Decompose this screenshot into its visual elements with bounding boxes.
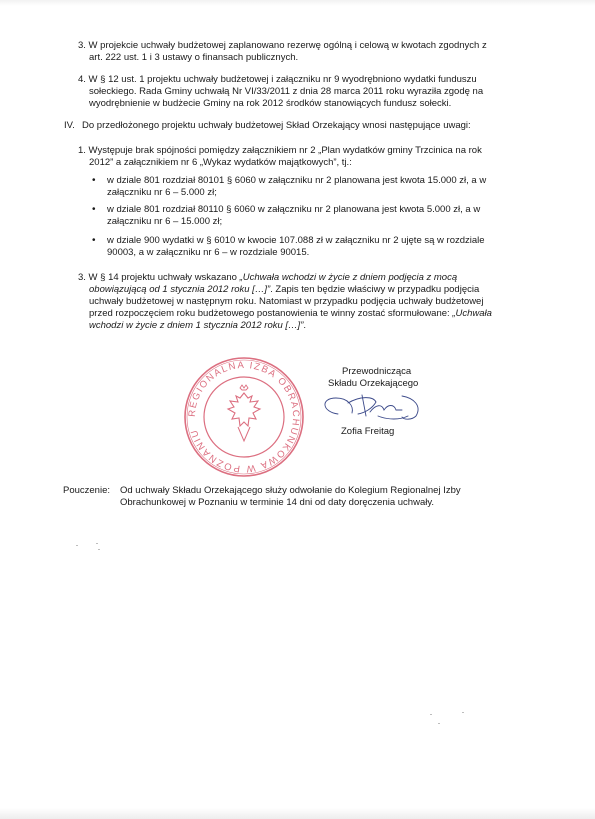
section-iv-numeral: IV. bbox=[64, 120, 75, 131]
remark-3-line-3: uchwały budżetowej w następnym roku. Natomiast w przypadku podjęcia uchwały budżetowej bbox=[89, 296, 484, 307]
scan-edge-top bbox=[0, 0, 595, 6]
official-stamp-icon bbox=[182, 355, 306, 479]
scan-speck bbox=[98, 549, 100, 550]
bullet-marker-3: • bbox=[92, 235, 96, 246]
remark-3-line-5-b: . bbox=[303, 320, 307, 331]
bullet-3-line-1: w dziale 900 wydatki w § 6010 w kwocie 107.088 zł w załączniku nr 2 ujęte są w rozdziale bbox=[107, 235, 485, 246]
remark-1-line-1: 1. Występuje brak spójności pomiędzy załącznikiem nr 2 „Plan wydatków gminy Trzcinica na rok bbox=[78, 145, 482, 156]
remark-3-line-1 bbox=[78, 272, 506, 284]
scan-speck bbox=[76, 545, 78, 546]
scan-speck bbox=[462, 712, 464, 713]
bullet-1-line-2: załączniku nr 6 – 5.000 zł; bbox=[107, 187, 217, 198]
bullet-marker-2: • bbox=[92, 204, 96, 215]
remark-3-line-2 bbox=[89, 284, 506, 296]
scan-speck bbox=[438, 723, 440, 724]
item-4-line-1: 4. W § 12 ust. 1 projektu uchwały budżetowej i załączniku nr 9 wyodrębniono wydatki funduszu bbox=[78, 74, 477, 85]
signatory-title-line-2: Składu Orzekającego bbox=[328, 378, 419, 389]
bullet-2-line-2: załączniku nr 6 – 15.000 zł; bbox=[107, 216, 223, 227]
bullet-marker-1: • bbox=[92, 175, 96, 186]
handwritten-signature-icon bbox=[318, 386, 428, 428]
pouczenie-line-1: Od uchwały Składu Orzekającego służy odwołanie do Kolegium Regionalnej Izby bbox=[120, 485, 461, 496]
remark-3-line-4-a: przed rozpoczęciem roku budżetowego postanowienia te winny zostać sformułowane: bbox=[89, 308, 453, 319]
remark-3-line-1-quote: „Uchwała wchodzi w życie z dniem podjęcia z mocą bbox=[239, 272, 458, 283]
remark-3-line-5-quote: wchodzi w życie z dniem 1 stycznia 2012 roku […]” bbox=[89, 320, 304, 331]
item-4-line-3: wyodrębnienie w budżecie Gminy na rok 2012 środków stanowiących fundusz sołecki. bbox=[89, 98, 452, 109]
remark-3-line-4-quote: „Uchwała bbox=[452, 308, 492, 319]
svg-text:REGIONALNA IZBA OBRACHUNKOWA W: REGIONALNA IZBA OBRACHUNKOWA W POZNANIU bbox=[186, 359, 302, 475]
remark-3-line-4 bbox=[89, 308, 506, 320]
bullet-1-line-1: w dziale 801 rozdział 80101 § 6060 w załączniku nr 2 planowana jest kwota 15.000 zł, a w bbox=[107, 175, 487, 186]
pouczenie-line-2: Obrachunkowej w Poznaniu w terminie 14 dni od daty doręczenia uchwały. bbox=[120, 497, 435, 508]
remark-3-line-1-a: 3. W § 14 projektu uchwały wskazano bbox=[78, 272, 240, 283]
remark-3-line-2-quote: obowiązującą od 1 stycznia 2012 roku […]” bbox=[89, 284, 271, 295]
bullet-2-line-1: w dziale 801 rozdział 80110 § 6060 w załączniku nr 2 planowana jest kwota 5.000 zł, a w bbox=[107, 204, 481, 215]
bullet-3-line-2: 90003, a w załączniku nr 6 – w rozdziale 90015. bbox=[107, 247, 310, 258]
signatory-name: Zofia Freitag bbox=[341, 426, 395, 437]
section-iv-heading: Do przedłożonego projektu uchwały budżetowej Skład Orzekający wnosi następujące uwagi: bbox=[82, 120, 471, 131]
item-3-line-1: 3. W projekcie uchwały budżetowej zaplanowano rezerwę ogólną i celową w kwotach zgodnych z bbox=[78, 40, 487, 51]
signatory-title-line-1: Przewodnicząca bbox=[342, 366, 412, 377]
remark-1-line-2: 2012” a załącznikiem nr 6 „Wykaz wydatków majątkowych”, tj.: bbox=[89, 157, 352, 168]
remark-3-line-5 bbox=[89, 320, 306, 332]
scan-speck bbox=[430, 714, 432, 715]
item-3-line-2: art. 222 ust. 1 i 3 ustawy o finansach publicznych. bbox=[89, 52, 299, 63]
pouczenie-label: Pouczenie: bbox=[63, 485, 111, 496]
scan-edge-bottom bbox=[0, 808, 595, 819]
scan-speck bbox=[96, 543, 98, 544]
remark-3-line-2-b: . Zapis ten będzie właściwy w przypadku podjęcia bbox=[270, 284, 480, 295]
item-4-line-2: sołeckiego. Rada Gminy uchwałą Nr VI/33/2011 z dnia 28 marca 2011 roku wyraziła zgodę na bbox=[89, 86, 484, 97]
